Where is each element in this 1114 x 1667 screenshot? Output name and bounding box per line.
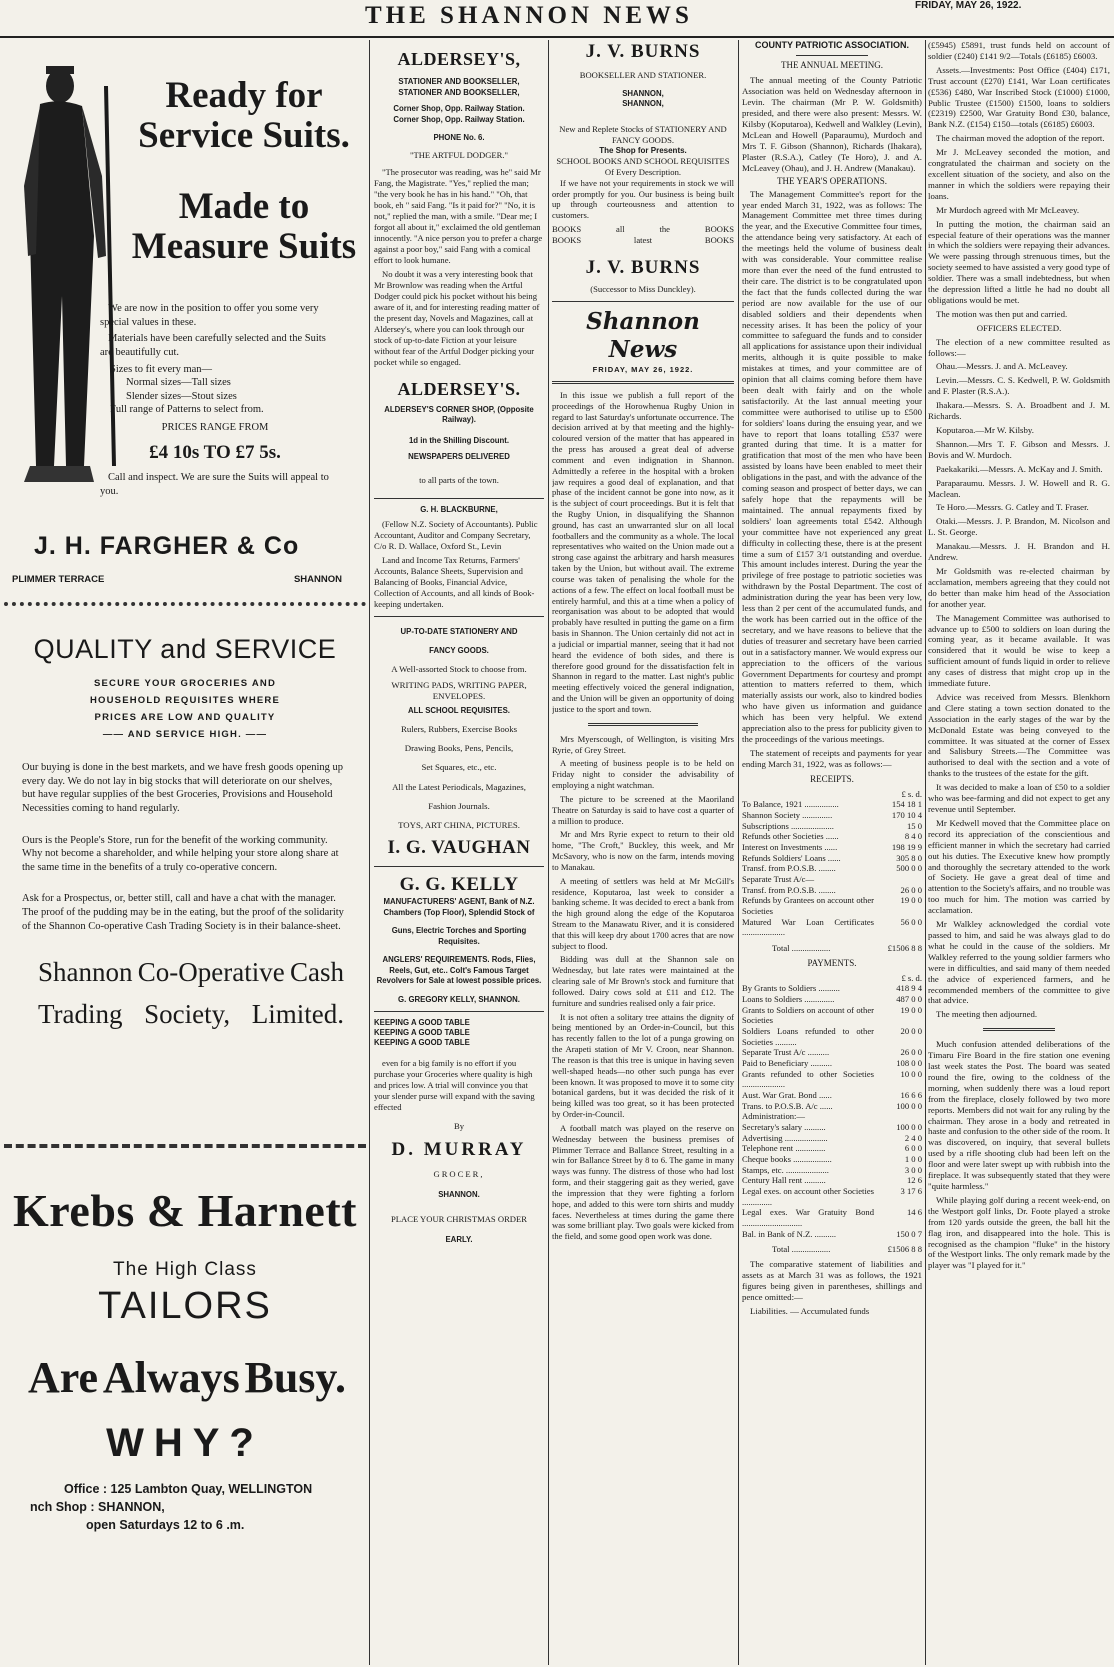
burns-name: J. V. BURNS — [585, 41, 701, 62]
alderseys-location: Corner Shop, Opp. Railway Station. — [393, 104, 525, 114]
kelly-anglers: ANGLERS' REQUIREMENTS. Rods, Flies, Reels, Gut, etc.. Colt's Famous Target Revolvers for Sale at lowest possible prices. — [376, 955, 542, 986]
article-paragraph: Mr J. McLeavey seconded the motion, and congratulated the chairman and society on the excellent situation of the society, and also on the manner in which the soldiers were repaying their loans. — [928, 147, 1110, 201]
slogan-word: Always — [102, 1353, 240, 1402]
table-cell: Grants refunded to other Societies .................... — [742, 1068, 874, 1090]
krebs-branch: nch Shop : SHANNON, — [30, 1500, 165, 1515]
table-cell: Shannon Society .............. — [742, 810, 833, 821]
table-cell: 3 0 0 — [904, 1164, 922, 1175]
table-cell: Transf. from P.O.S.B. ........ — [742, 884, 836, 895]
committee-entry: Te Horo.—Messrs. G. Catley and T. Fraser. — [936, 502, 1089, 513]
article-paragraph: Mr Walkley acknowledged the cordial vote passed to him, and said he was always glad to do what he could in the cause of the soldiers. Mr Walkley referred to the young soldier farmers who were in difficulties, and said many of them needed the advice of experienced farmers, and he recommended members of the committee to give that advice. — [928, 919, 1110, 1006]
alderseys-corner-shop: ALDERSEY'S CORNER SHOP, (Opposite Railway). — [384, 404, 534, 425]
table-row — [742, 799, 922, 810]
stock-item: A Well-assorted Stock to choose from. — [391, 664, 527, 675]
tagline-line: SECURE YOUR GROCERIES AND — [93, 678, 277, 689]
committee-entry: Levin.—Messrs. C. S. Kedwell, P. W. Goldsmith and F. Plaster (R.S.A.). — [928, 375, 1110, 397]
column-rule — [548, 40, 549, 1665]
article-paragraph: The meeting then adjourned. — [936, 1009, 1038, 1020]
table-cell: 56 0 0 — [900, 916, 922, 927]
article-paragraph: It was decided to make a loan of £50 to a soldier who was bee-farming and did not expect to get any revenue until September. — [928, 782, 1110, 814]
table-cell: Legal exes. on account other Societies .............. — [742, 1185, 874, 1207]
table-cell: Refunds by Grantees on account other Societies — [742, 895, 874, 917]
coop-headline: QUALITY and SERVICE — [33, 634, 337, 664]
table-row — [742, 1111, 922, 1122]
burns-name-2: J. V. BURNS — [585, 256, 701, 278]
coop-tagline — [4, 675, 366, 743]
burns-school: SCHOOL BOOKS AND SCHOOL REQUISITES Of Every Description. — [556, 156, 730, 177]
table-cell: To Balance, 1921 ................ — [742, 799, 839, 810]
kelly-signature: G. GREGORY KELLY, SHANNON. — [398, 994, 520, 1004]
table-cell: Advertising .................... — [742, 1132, 828, 1143]
news-item: A meeting of settlers was held at Mr McGill's residence, Koputaroa, last week to consider a banking scheme. It was decided to erect a bank from the high ground along the edge of the Koputaroa Stream to the Manawatu River, and it is considered that this will keep dry about 1700 acres that are now subject to flood. — [552, 875, 734, 951]
table-cell: Subscriptions .................... — [742, 820, 834, 831]
table-cell — [874, 874, 922, 885]
divider — [374, 498, 544, 499]
table-cell: 12 6 — [906, 1175, 922, 1186]
table-row — [742, 789, 922, 800]
krebs-slogan — [28, 1352, 346, 1403]
officers-heading: OFFICERS ELECTED. — [976, 322, 1062, 333]
stock-item: TOYS, ART CHINA, PICTURES. — [398, 820, 520, 831]
table-cell: £1506 8 8 — [887, 1244, 922, 1255]
table-cell: 19 0 0 — [900, 895, 922, 906]
alderseys-title-2: ALDERSEY'S. — [397, 378, 521, 399]
table-cell — [742, 973, 874, 984]
divider — [4, 602, 366, 612]
table-cell: 170 10 4 — [891, 810, 922, 821]
payments-heading: PAYMENTS. — [807, 957, 857, 968]
stock-item: WRITING PADS, WRITING PAPER, ENVELOPES. — [391, 679, 527, 702]
address-street: PLIMMER TERRACE — [12, 574, 105, 585]
committee-entry: Koputaroa.—Mr W. Kilsby. — [936, 425, 1034, 435]
article-paragraph: Liabilities. — Accumulated funds — [750, 1305, 870, 1316]
size-item: Sizes to fit every man— — [110, 363, 213, 375]
table-cell: 100 0 0 — [896, 1122, 922, 1132]
table-cell: Trans. to P.O.S.B. A/c ...... — [742, 1100, 833, 1111]
payments-table — [742, 973, 922, 1255]
table-cell: 26 0 0 — [900, 1047, 922, 1058]
continued-column — [928, 40, 1110, 1665]
table-row — [742, 885, 922, 896]
murray-trade: GROCER, — [433, 1168, 485, 1179]
table-row — [742, 1122, 922, 1133]
size-item: Slender sizes—Stout sizes — [126, 390, 237, 402]
committee-entry: Ohau.—Messrs. J. and A. McLeavey. — [936, 361, 1068, 372]
committee-entry: Ihakara.—Messrs. S. A. Broadbent and J. M. Richards. — [928, 400, 1110, 422]
size-item: Full range of Patterns to select from. — [110, 404, 264, 416]
krebs-hours: open Saturdays 12 to 6 .m. — [86, 1518, 245, 1533]
kelly-body: MANUFACTURERS' AGENT, Bank of N.Z. Chambers (Top Floor), Splendid Stock of — [383, 897, 535, 917]
table-cell: Secretary's salary .......... — [742, 1122, 826, 1132]
article-paragraph: The comparative statement of liabilities and assets as at March 31 was as follows, the 1921 figures being given in parentheses, shillings and pence omitted:— — [742, 1258, 922, 1302]
coop-society-name — [38, 951, 344, 1035]
table-row — [742, 1069, 922, 1090]
news-item: The picture to be screened at the Maoriland Theatre on Saturday is said to have cost a quarter of a million to produce. — [552, 793, 734, 826]
committee-entry: Paekakariki.—Messrs. A. McKay and J. Smith. — [936, 463, 1103, 474]
murray-town: SHANNON. — [438, 1189, 480, 1199]
article-paragraph: The Management Committee was authorised to advance up to £500 to soldiers on loan during the coming year, as it became available. It was considered that it would be wise to keep a sufficient amount of funds liquid in order to relieve any cases of distress that might crop up in the immediate future. — [928, 612, 1110, 689]
table-row — [742, 874, 922, 885]
table-cell: 3 17 6 — [900, 1185, 922, 1196]
sizes-list — [110, 363, 330, 418]
keeping-body: even for a big family is no effort if you purchase your Groceries where quality is high and prices low. A trial will convince you that your slender purse will expand with the saving effected — [374, 1058, 535, 1113]
suits-headline-1: Ready for Service Suits. — [138, 75, 350, 156]
stationery-heading: FANCY GOODS. — [429, 645, 489, 655]
news-item: While playing golf during a recent week-end, on the Westport golf links, Dr. Foote played a stroke from 120 yards outside the green, the ball hit the flag iron, and disappeared into the hole. This is recognised as the champion "fluke" in the history of the Westport links. The only remark made by the player was "I played for it." — [928, 1194, 1110, 1271]
receipts-heading: RECEIPTS. — [810, 773, 854, 784]
table-cell: Bal. in Bank of N.Z. .......... — [742, 1228, 837, 1239]
coop-paragraph: Ask for a Prospectus, or, better still, call and have a chat with the manager. The proof of the pudding may be in the eating, but the proof of the solidarity of the Shannon Co-operative Cash Trading Society is in their balance-sheet. — [22, 893, 344, 932]
burns-successor: (Successor to Miss Dunckley). — [590, 283, 696, 294]
table-row — [742, 917, 922, 938]
suits-body-text: We are now in the position to offer you some very special values in these. — [100, 303, 319, 328]
table-cell: 20 0 0 — [900, 1026, 922, 1037]
early-line: EARLY. — [445, 1235, 473, 1245]
committee-entry: Shannon.—Mrs T. F. Gibson and Messrs. J. Bovis and W. Murdoch. — [928, 438, 1110, 460]
news-item: A football match was played on the reserve on Wednesday between the business premises of Plimmer Terrace and Ballance Street, resulting in a win for Ballance Street by 8 to 6. The game in many ways was funny. The distress of those who had lost form, and their staggering gait as they weried, gave the impression that they were fighting a forlorn hope, and added to this were torn shirts and muddy faces. Nevertheless at times during the game there was some brilliant play. Two goals were kicked from the field, and some good open work was done. — [552, 1122, 734, 1242]
table-cell: 8 4 0 — [904, 831, 922, 842]
stock-item: All the Latest Periodicals, Magazines, — [392, 781, 526, 792]
table-cell: 1 0 0 — [904, 1153, 922, 1164]
news-item: A meeting of business people is to be held on Friday night to consider the advisability of employing a night watchman. — [552, 758, 734, 791]
price-range: £4 10s TO £7 5s. — [149, 441, 281, 463]
burns-stocks: New and Replete Stocks of STATIONERY AND FANCY GOODS. — [559, 124, 727, 146]
table-row — [742, 821, 922, 832]
table-row — [742, 853, 922, 864]
divider — [983, 1028, 1056, 1031]
table-row — [742, 1058, 922, 1069]
article-subheading: THE ANNUAL MEETING. — [781, 60, 883, 71]
keeping-line: KEEPING A GOOD TABLE — [374, 1018, 470, 1028]
article-paragraph: Assets.—Investments: Post Office (£404) £171, Trust account (£270) £141, War Loan certificates (£536) £480, War Inscribed Stock (£1000) £1000, Public Trustee (£1500) £1500, loans to soldiers (£2319) £2500, War Gratuity Bond £30, balance, Bank N.Z. (£154) £150—totals (£6185) £6003. — [928, 64, 1110, 130]
table-cell: 418 9 4 — [896, 983, 922, 994]
masthead-date: FRIDAY, MAY 26, 1922. — [915, 0, 1022, 11]
table-row — [742, 1047, 922, 1058]
kelly-guns: Guns, Electric Torches and Sporting Requisites. — [391, 926, 527, 946]
table-cell: Refunds other Societies ...... — [742, 831, 839, 842]
society-word: Cash — [289, 957, 344, 988]
society-word: Limited. — [251, 999, 344, 1030]
delivery-line: to all parts of the town. — [419, 474, 499, 485]
stock-list — [374, 660, 544, 835]
table-cell: Soldiers Loans refunded to other Societies .......... — [742, 1026, 874, 1047]
table-row — [742, 994, 922, 1005]
table-row — [742, 1175, 922, 1186]
table-row — [742, 1229, 922, 1240]
keeping-line: KEEPING A GOOD TABLE — [374, 1028, 470, 1038]
table-row — [742, 973, 922, 984]
divider — [374, 616, 544, 617]
table-cell: 305 8 0 — [896, 852, 922, 863]
divider — [4, 1144, 366, 1154]
article-paragraph: The Management Committee's report for the year ended March 31, 1922, was as follows: The Management Committee met three times during the year, and the Executive Committee four times, the attendance being very satisfactory. At each of the meetings held the volume of business dealt with was considerable. Your committee realise more than ever the need of the fund entrusted to their care. The district is to be congratulated upon the fact that the funds collected during the war period are now available for the use of our disabled soldiers and their dependents when necessity arises. It has been the policy of your committee to safeguard the funds and to consider all applications for assistance upon their individual merits, although it is quite possible to make mistakes at times, and your committee are of opinion that all claims coming before them have been dealt with fairly and on the whole satisfactorily. At the last annual meeting your committee were authorised to utilise up to £500 for soldiers' loans during the ensuing year, and we have to report that loans totalling £537 were granted during that time. It is a matter for gratification that most of the men who have been assisted by loans have been enabled to meet their obligations in the past, and with the advance of the coming season and prospect of better days, we can safely hope that the repayments will be maintained. The annual repayments fixed by soldiers' loan agreements total £542. Although your committee have not experienced any great difficulty in collecting these, there is at the present time a sum of £157 3/1 outstanding and overdue. This amount includes interest. During the year the privilege of free postage to patriotic societies was withdrawn by the Postal Department. The cost of administration during the year has been very low, less than 2 per cent of the accumulated funds, and the work has been carried out in the office of the secretary, and we have reasons to believe that the duties of treasurer and secretary have been carried out in a satisfactory manner. We would express our appreciation to the officers of the various Government Departments for courtesy and prompt attention to matters referred to them, which materially assists our work, also to kindred bodies who have given us information and guidance which has been very helpful. We extend appreciation also to the press for publicity given to the proceedings of the various meetings. — [742, 188, 922, 744]
table-cell — [742, 789, 874, 800]
table-cell: Telephone rent .............. — [742, 1143, 826, 1154]
table-cell: £ s. d. — [901, 972, 922, 983]
table-cell: £1506 8 8 — [887, 943, 922, 953]
table-cell: 487 0 0 — [896, 994, 922, 1005]
books-line: BOOKS latest BOOKS — [552, 234, 734, 245]
table-cell: Cheque books .................. — [742, 1153, 832, 1164]
stationers-column — [374, 40, 544, 1665]
divider — [374, 1011, 544, 1012]
article-paragraph: The chairman moved the adoption of the report. — [936, 133, 1105, 144]
article-paragraph: In putting the motion, the chairman said an especial feature of their operations was the manner in which the soldiers were repaying their advances. We were passing through strenuous times, but the society seemed to have assisted a very good type of soldier. There was a small indebtedness, but when the depression lifted a little he had no doubt all obligations would be met. — [928, 218, 1110, 305]
society-word: Society, — [144, 999, 231, 1030]
krebs-addresses — [30, 1480, 366, 1534]
patriotic-column — [742, 40, 922, 1665]
divider — [588, 723, 697, 726]
table-cell: Grants to Soldiers on account of other Societies — [742, 1004, 874, 1026]
table-row — [742, 895, 922, 916]
table-cell: Transf. from P.O.S.B. ........ — [742, 863, 836, 874]
divider — [552, 301, 734, 302]
committee-entry: Manakau.—Messrs. J. H. Brandon and H. Andrew. — [928, 541, 1110, 563]
blackburne-body: (Fellow N.Z. Society of Accountants). Public Accountant, Auditor and Company Secretary, C/o R. D. Wallace, Oxford St., Levin — [374, 519, 538, 552]
column-rule — [369, 40, 370, 1665]
vaughan-name: I. G. VAUGHAN — [387, 836, 531, 858]
news-item: Much confusion attended deliberations of the Timaru Fire Board in the fire station one evening last week states the Post. The board was seated round the fire, owing to the coldness of the morning, when suddenly there was a loud report from the fireplace, closely followed by two more reports. Members did not wait for any ruling by the chairman. They arose in a body and retreated in haste and confusion to the other side of the room. It was discovered, on inquiry, that several bullets used by a rifle shooting club had been left on the floor and were later swept up with rubbish into the fireplace. It was subsequently stated that they were "quite harmless." — [928, 1039, 1110, 1191]
table-cell: Stamps, etc. .................... — [742, 1164, 829, 1175]
committee-entry: Paraparaumu. Messrs. J. W. Howell and R. G. Maclean. — [928, 477, 1110, 499]
article-paragraph: The election of a new committee resulted as follows:— — [928, 336, 1110, 358]
table-row — [742, 1207, 922, 1228]
discount-line: 1d in the Shilling Discount. — [408, 435, 510, 445]
article-paragraph: Mr Goldsmith was re-elected chairman by acclamation, members agreeing that they could not do better than make him head of the Association for another year. — [928, 565, 1110, 609]
stock-item: ALL SCHOOL REQUISITES. — [408, 706, 510, 716]
suits-body — [100, 302, 330, 502]
size-item: Normal sizes—Tall sizes — [126, 377, 231, 389]
table-total-row — [742, 1239, 922, 1255]
receipts-table-body — [742, 789, 922, 954]
article-paragraph: The annual meeting of the County Patriotic Association was held on Wednesday afternoon in Levin. The chairman (Mr P. W. Goldsmith) presided, and there were also present: Messrs. W. Kilsby (Koputaroa), Kedwell and Walkley (Levin), McLean and Howell (Paparaumu), Murdoch and Mrs T. F. Gibson (Shannon), Richards (Ihakara), Plaster (R.S.A.), Catley (Te Horo), J. and A. McLeavey (Ohau), and J. H. Andrew (Manakau). — [742, 75, 922, 173]
table-cell: 10 0 0 — [900, 1068, 922, 1079]
dodger-story: "The prosecutor was reading, was he" said Mr Fang, the Magistrate. "Yes," replied the man; "the very book he has in his hand." "Oh, that book, eh " said Fang. "Is it paid for?" "No, it is not," replied the man, with a smile. "Dear me; I forgot all about it," exclaimed the old gentleman innocently. "A nice person you to prefer a charge against a poor boy," said Fang with a comical effort to look humane. — [374, 166, 543, 265]
table-row — [742, 1143, 922, 1154]
table-cell: Administration:— — [742, 1111, 806, 1122]
burns-body: If we have not your requirements in stock we will order promptly for you. Our business is being built up through courteousness and attention to customers. — [552, 177, 734, 221]
article-paragraph: The statement of receipts and payments for year ending March 31, 1922, was as follows:— — [742, 747, 922, 769]
dodger-heading: "THE ARTFUL DODGER." — [409, 149, 509, 160]
slogan-word: Are — [28, 1353, 99, 1402]
editorial-date: FRIDAY, MAY 26, 1922. — [592, 365, 694, 375]
by-line: By — [453, 1121, 465, 1132]
society-word: Co-Operative — [137, 957, 285, 988]
burns-presents: The Shop for Presents. — [599, 146, 687, 156]
firm-address — [12, 574, 342, 585]
keeping-line: KEEPING A GOOD TABLE — [374, 1038, 470, 1048]
table-row — [742, 842, 922, 853]
address-town: SHANNON — [293, 574, 342, 585]
table-cell: 100 0 0 — [896, 1100, 922, 1111]
firm-name: J. H. FARGHER & Co — [34, 532, 300, 560]
table-row — [742, 1154, 922, 1165]
burns-trade: BOOKSELLER AND STATIONER. — [579, 69, 707, 80]
table-cell: 500 0 0 — [896, 863, 922, 874]
alderseys-title: ALDERSEY'S, — [397, 49, 521, 69]
alderseys-phone: PHONE No. 6. — [433, 133, 485, 143]
divider — [796, 55, 868, 56]
divider — [552, 381, 734, 384]
article-paragraph: Mr Kedwell moved that the Committee place on record its appreciation of the conscientious and efficient manner in which the secretary had carried out his duties. The Executive knew how promptly and thoroughly the secretary attended to the work of Society. He gave a great deal of time and attention to the Society's affairs, and no trouble was too much for him. The motion was carried by acclamation. — [928, 817, 1110, 916]
table-cell: Total .................. — [772, 1244, 831, 1255]
suits-headline-2: Made to Measure Suits — [131, 186, 357, 267]
table-row — [742, 1026, 922, 1047]
alderseys-location: Corner Shop, Opp. Railway Station. — [393, 114, 525, 124]
table-cell: 2 4 0 — [904, 1132, 922, 1143]
coop-paragraph: Ours is the People's Store, run for the benefit of the working community. Why not become a shareholder, and while helping your store along share at the same time in the benefits of a truly co-operative concern. — [22, 834, 339, 873]
books-line: BOOKS all the BOOKS — [552, 224, 734, 235]
article-paragraph: The motion was then put and carried. — [936, 308, 1068, 319]
suits-advert — [4, 40, 366, 596]
table-cell: £ s. d. — [901, 788, 922, 799]
burns-town: SHANNON, — [622, 88, 664, 98]
table-cell: 26 0 0 — [900, 884, 922, 895]
burns-town: SHANNON, — [622, 98, 664, 108]
price-label: PRICES RANGE FROM — [161, 422, 269, 434]
krebs-high-class: The High Class — [113, 1259, 257, 1280]
blackburne-body: Land and Income Tax Returns, Farmers' Accounts, Balance Sheets, Supervision and Balancing of Books, Financial Advice, Collection of Accounts, and all kinds of Book-keeping undertaken. — [374, 555, 535, 610]
table-row — [742, 1133, 922, 1144]
news-item: It is not often a solitary tree attains the dignity of being mentioned by an Order-in-Council, but this has recently fallen to the lot of a punga growing on the Arapeti station of Mr V. Croon, near Shannon. The reason is that this tree is unique in having seven well-shaped heads—no other such punga has ever been known. It was proposed to move it to some city botanical gardens, but it was decided the risk of it being killed was too great, so it has been protected by Order-in-Council. — [552, 1011, 734, 1120]
table-cell: Aust. War Grat. Bond ...... — [742, 1090, 832, 1101]
table-cell: Paid to Beneficiary .......... — [742, 1058, 832, 1069]
payments-table-body — [742, 973, 922, 1255]
table-cell: Refunds Soldiers' Loans ...... — [742, 852, 841, 863]
stationery-heading: UP-TO-DATE STATIONERY AND — [400, 627, 518, 637]
suits-body-text: Materials have been carefully selected and the Suits are beautifully cut. — [100, 333, 326, 358]
tagline-line: HOUSEHOLD REQUISITES WHERE — [89, 695, 281, 706]
committee-list — [928, 361, 1110, 563]
kelly-name: G. G. KELLY — [399, 873, 519, 895]
society-word: Trading — [38, 999, 123, 1030]
divider — [374, 866, 544, 867]
table-cell: 198 19 9 — [891, 842, 922, 853]
article-paragraph: (£5945) £5891, trust funds held on account of soldier (£240) £141 9/2—Totals (£6185) £6003. — [928, 40, 1110, 61]
table-row — [742, 863, 922, 874]
krebs-advert — [4, 1184, 366, 1665]
table-cell: 6 0 0 — [904, 1143, 922, 1154]
masthead-title: THE SHANNON NEWS — [365, 2, 693, 29]
news-item: Bidding was dull at the Shannon sale on Wednesday, but late rates were maintained at the clearing sale of Mr Brown's stock and furniture that followed. Dairy cows sold at £11 and £12. The furniture and sundries realised only a fair price. — [552, 954, 734, 1008]
murray-name: D. MURRAY — [391, 1139, 527, 1161]
table-cell: Total .................. — [772, 943, 831, 953]
alderseys-subtitle: STATIONER AND BOOKSELLER, — [398, 77, 520, 87]
article-heading: COUNTY PATRIOTIC ASSOCIATION. — [754, 40, 909, 50]
table-total-row — [742, 938, 922, 954]
coop-advert — [4, 634, 366, 1138]
society-word: Shannon — [38, 957, 133, 988]
xmas-line: PLACE YOUR CHRISTMAS ORDER — [390, 1214, 527, 1225]
table-cell: 14 6 — [906, 1207, 922, 1218]
table-row — [742, 1101, 922, 1112]
editorial-masthead: Shannon News — [586, 307, 700, 364]
coop-body — [22, 761, 348, 933]
table-row — [742, 831, 922, 842]
advert-column — [4, 40, 366, 1665]
column-rule — [925, 40, 926, 1665]
stock-item: Set Squares, etc., etc. — [421, 762, 497, 773]
article-paragraph: Mr Murdoch agreed with Mr McLeavey. — [936, 204, 1080, 215]
tagline-line: —— AND SERVICE HIGH. —— — [102, 729, 268, 740]
slogan-word: Busy. — [244, 1353, 346, 1402]
newspapers-line: NEWSPAPERS DELIVERED — [408, 452, 510, 462]
stock-item: Drawing Books, Pens, Pencils, — [404, 742, 514, 753]
table-row — [742, 1165, 922, 1176]
table-cell: Loans to Soldiers .............. — [742, 994, 835, 1005]
blackburne-name: G. H. BLACKBURNE, — [420, 504, 498, 514]
table-cell: Separate Trust A/c— — [742, 874, 815, 885]
news-item: Mrs Myerscough, of Wellington, is visiting Mrs Ryrie, of Grey Street. — [552, 733, 734, 755]
table-cell: Century Hall rent .......... — [742, 1175, 826, 1186]
news-column — [552, 40, 734, 1665]
stock-item: Fashion Journals. — [428, 800, 490, 811]
alderseys-subtitle: STATIONER AND BOOKSELLER, — [398, 87, 520, 97]
table-cell: 108 0 0 — [896, 1058, 922, 1069]
masthead — [0, 0, 1114, 38]
coop-paragraph: Our buying is done in the best markets, and we have fresh goods opening up every day. We do not lay in big stocks that will deteriorate on our shelves, but have regular supplies of the best Groceries, Provisions and Household Necessities coming to hand regularly. — [22, 762, 344, 814]
table-row — [742, 1005, 922, 1026]
table-row — [742, 983, 922, 994]
table-row — [742, 1186, 922, 1207]
article-subheading: THE YEAR'S OPERATIONS. — [776, 176, 888, 187]
table-cell: 150 0 7 — [896, 1228, 922, 1239]
suits-call-text: Call and inspect. We are sure the Suits will appeal to you. — [100, 472, 329, 498]
table-cell: 15 0 — [906, 820, 922, 831]
committee-entry: Otaki.—Messrs. J. P. Brandon, M. Nicolson and L. St. George. — [928, 516, 1110, 538]
table-cell: 154 18 1 — [891, 799, 922, 810]
table-cell: 19 0 0 — [900, 1004, 922, 1015]
table-cell — [874, 1111, 922, 1122]
news-item: Mr and Mrs Ryrie expect to return to their old home, "The Croft," Buckley, this week, and Mr McSavory, who is now on the farm, intends moving to Manakau. — [552, 829, 734, 872]
table-cell: Separate Trust A/c .......... — [742, 1047, 830, 1058]
stock-item: Rulers, Rubbers, Exercise Books — [400, 723, 518, 734]
table-row — [742, 810, 922, 821]
table-cell: Interest on Investments ...... — [742, 842, 838, 853]
krebs-name: Krebs & Harnett — [13, 1185, 357, 1236]
table-cell: Matured War Loan Certificates .................... — [742, 916, 874, 938]
column-rule — [738, 40, 739, 1665]
editorial-text: In this issue we publish a full report of the proceedings of the Horowhenua Rugby Union in regard to last Saturday's unfortunate occurrence. The decision arrived at by that meeting and the highly-coloured version of the matter that has appeared in the press has aroused a great deal of adverse comment and even indignation in Shannon. Admittedly a referee in the hospital with a broken jaw requires a good deal of explanation, and that phase of the incident cannot be gone into now, as it is the subject of court proceedings. But it is felt that the Rugby Union, in disqualifying the Shannon ground, has cast an unwarranted slur on all local footballers and the community as a whole. The local representatives who waited on the Union made out a strong case against the arbitrary and harsh measures taken by the Union, but without avail. The extreme course was taken of penalising the whole for the actions of a few. The effect on local football must be entirely harmful, and this at a time when a policy of reorganisation was about to be adopted that would probably have resulted in putting the game on a firm basis in Shannon. The Union certainly did not act in a judicial or impartial manner, seeing that it had not heard the evidence of both sides, and there is therefore good ground for the dissatisfaction felt in Shannon in regard to the matter. Last night's public meeting effectively voiced the general indignation, and the Union will be given an opportunity of doing justice to the sport and town. — [552, 389, 734, 714]
table-cell: 16 6 6 — [900, 1090, 922, 1101]
krebs-why: WHY? — [106, 1421, 264, 1465]
tagline-line: PRICES ARE LOW AND QUALITY — [94, 712, 276, 723]
table-row — [742, 1090, 922, 1101]
article-paragraph: Advice was received from Messrs. Blenkhorn and Clere stating a town section donated to the Association in the early stages of the war by the McDonald Estate was being conveyed to the committee. It was situated at the corner of Essex and Salisbury Streets.—The Committee was authorised to deal with the section and a vote of thanks to the trustees of the estate for the gift. — [928, 691, 1110, 779]
table-cell: Legal exes. War Gratuity Bond ............................ — [742, 1207, 874, 1228]
receipts-table — [742, 789, 922, 954]
table-cell: By Grants to Soldiers .......... — [742, 983, 840, 994]
krebs-office: Office : 125 Lambton Quay, WELLINGTON — [64, 1482, 313, 1496]
krebs-tailors: TAILORS — [98, 1285, 272, 1327]
dodger-story: No doubt it was a very interesting book that Mr Brownlow was reading when the Artful Dodger could pick his pocket without his being aware of it, and for interesting reading matter of the present day, Novels and Magazines, call at Aldersey's, where you can look through our stock of up-to-date Fiction at your leisure without fear of the Artful Dodger picking your pocket while so engaged. — [374, 268, 540, 367]
